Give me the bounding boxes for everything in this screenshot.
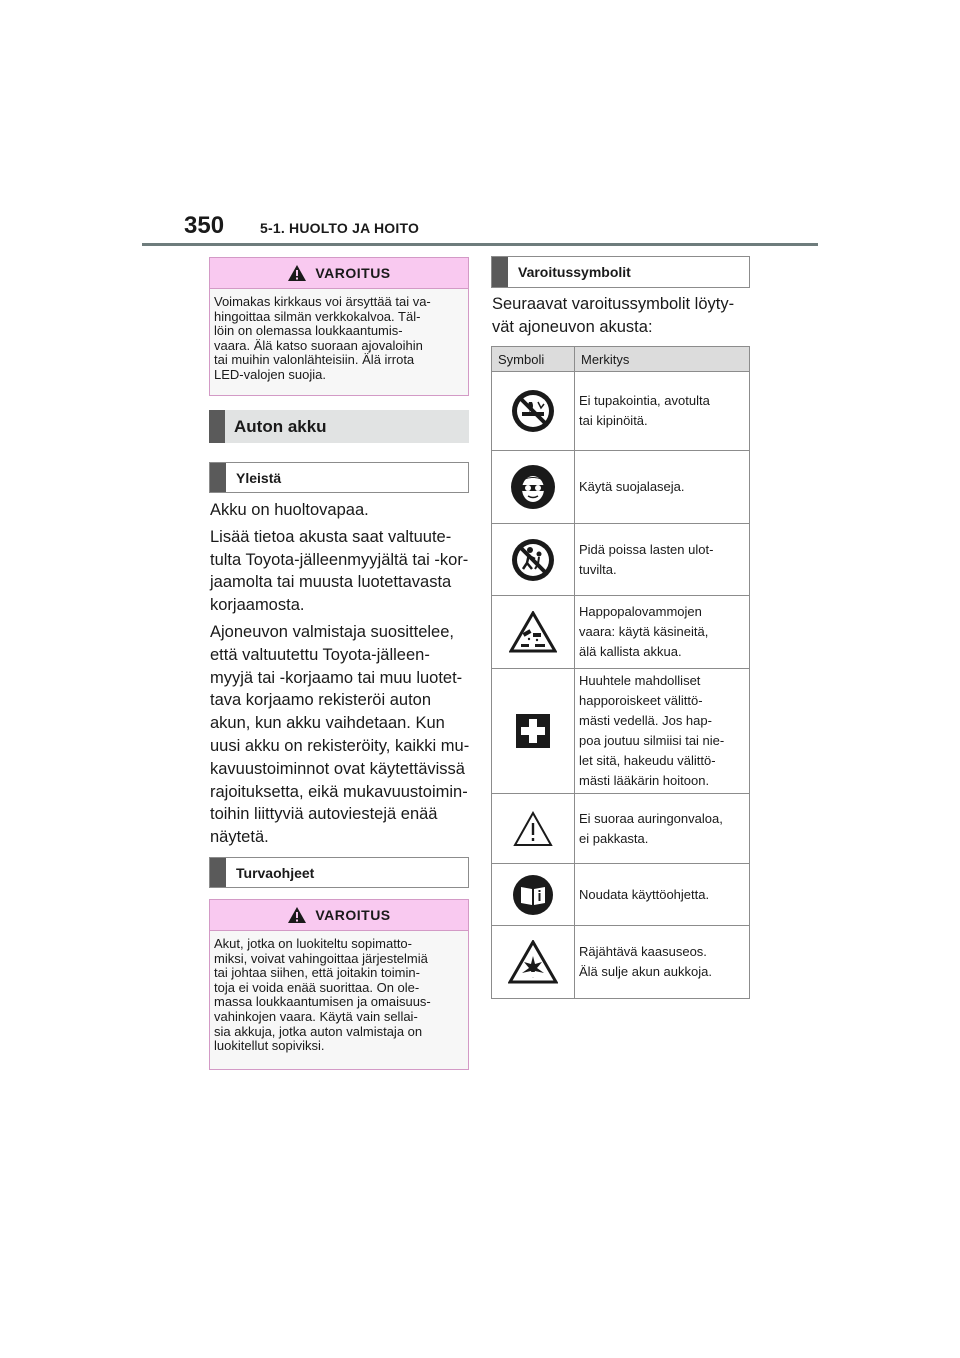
heading-marker	[209, 410, 225, 443]
text-line: näytetä.	[210, 828, 269, 847]
text-line: jaamolta tai muusta luotettavasta	[210, 573, 452, 592]
paragraph	[210, 499, 480, 522]
page-number: 350	[184, 212, 225, 239]
symbol-cell	[492, 451, 575, 524]
section-heading-text: Auton akku	[234, 416, 327, 436]
symbols-intro	[492, 293, 762, 339]
text-line: poa joutuu silmiisi tai nie-	[579, 733, 725, 748]
text-line: korjaamosta.	[210, 596, 305, 615]
meaning-cell	[575, 926, 750, 999]
header-rule	[142, 243, 818, 246]
symbol-cell	[492, 596, 575, 669]
first-aid-cross-icon	[516, 714, 550, 748]
text-line: tulta Toyota-jälleenmyyjältä tai -kor-	[210, 550, 469, 569]
text-line: vaara: käytä käsineitä,	[579, 624, 709, 639]
text-line: löin on olemassa loukkaantumis-	[214, 323, 403, 339]
meaning-cell	[575, 596, 750, 669]
text-line: kavuustoiminnot ovat käytettävissä	[210, 759, 465, 778]
symbol-cell	[492, 864, 575, 926]
symbol-cell	[492, 794, 575, 864]
text-line: tuvilta.	[579, 561, 617, 577]
warning-triangle-icon	[513, 811, 553, 847]
text-line: myyjä tai -korjaamo tai muu luotet-	[210, 668, 463, 687]
text-line: happoroiskeet välittö-	[579, 693, 703, 708]
warning-icon	[287, 264, 307, 282]
text-line: tai kipinöitä.	[579, 413, 648, 428]
text-line: Huuhtele mahdolliset	[579, 673, 701, 688]
warning-header	[210, 258, 468, 289]
no-smoking-flame-icon	[510, 388, 556, 434]
text-line: Ajoneuvon valmistaja suosittelee,	[210, 622, 454, 641]
text-line: ei pakkasta.	[579, 830, 649, 846]
table-row	[492, 926, 750, 999]
text-line: älä kallista akkua.	[579, 644, 682, 659]
text-line: tava korjaamo rekisteröi auton	[210, 691, 432, 710]
symbol-cell	[492, 926, 575, 999]
table-row	[492, 451, 750, 524]
warning-title: VAROITUS	[315, 907, 391, 923]
text-line: toihin liittyviä autoviestejä enää	[210, 805, 438, 824]
subheading-safety	[209, 857, 469, 888]
table-row	[492, 794, 750, 864]
warning-text	[210, 289, 468, 395]
text-line: Käytä suojalaseja.	[579, 479, 685, 494]
text-line: Voimakas kirkkaus voi ärsyttää tai va-	[214, 294, 431, 309]
warning-box-2	[209, 899, 469, 1070]
warning-header	[210, 900, 468, 931]
meaning-cell	[575, 524, 750, 596]
text-line: mästi vedellä. Jos hap-	[579, 713, 712, 728]
corrosive-acid-icon	[509, 611, 557, 653]
text-line: että valtuutettu Toyota-jälleen-	[210, 645, 430, 664]
table-header-row	[492, 347, 750, 372]
heading-marker	[210, 463, 226, 492]
meaning-cell	[575, 669, 750, 794]
text-line: miksi, voivat vahingoittaa järjestelmiä	[214, 950, 428, 966]
subheading-text: Turvaohjeet	[236, 864, 315, 881]
meaning-cell	[575, 372, 750, 451]
table-row	[492, 596, 750, 669]
text-line: Akut, jotka on luokiteltu sopimatto-	[214, 936, 412, 951]
column-header-meaning: Merkitys	[575, 347, 750, 372]
subheading-general	[209, 462, 469, 493]
text-line: Akku on huoltovapaa.	[210, 501, 369, 519]
explosive-gas-icon	[508, 940, 558, 984]
warning-box-1	[209, 257, 469, 396]
text-line: sia akkuja, jotka auton valmistaja on	[214, 1023, 423, 1039]
subheading-text: Yleistä	[236, 469, 282, 486]
table-row	[492, 524, 750, 596]
table-row	[492, 372, 750, 451]
meaning-cell	[575, 864, 750, 926]
symbol-cell	[492, 524, 575, 596]
meaning-cell	[575, 794, 750, 864]
table-row	[492, 669, 750, 794]
text-line: Älä sulje akun aukkoja.	[579, 964, 712, 979]
text-line: LED-valojen suojia.	[214, 366, 327, 382]
text-line: Lisää tietoa akusta saat valtuute-	[210, 527, 452, 546]
text-line: massa loukkaantumisen ja omaisuus-	[214, 994, 431, 1010]
battery-body-text	[210, 499, 480, 853]
symbol-cell	[492, 372, 575, 451]
text-line: tai muihin valonlähteisiin. Älä irrota	[214, 352, 415, 368]
text-line: let sitä, hakeudu välittö-	[579, 753, 716, 768]
heading-marker	[492, 257, 508, 287]
warning-icon	[287, 906, 307, 924]
heading-marker	[210, 858, 226, 887]
text-line: Happopalovammojen	[579, 604, 702, 619]
section-title: 5-1. HUOLTO JA HOITO	[260, 220, 420, 236]
text-line: uusi akku on rekisteröity, kaikki mu-	[210, 736, 470, 755]
text-line: vaara. Älä katso suoraan ajovaloihin	[214, 337, 423, 353]
text-line: akun, kun akku vaihdetaan. Kun	[210, 714, 445, 733]
symbol-cell	[492, 669, 575, 794]
text-line: Ei tupakointia, avotulta	[579, 393, 710, 408]
paragraph	[210, 526, 480, 617]
text-line: Pidä poissa lasten ulot-	[579, 541, 714, 557]
text-line: hingoittaa silmän verkkokalvoa. Täl-	[214, 308, 421, 324]
meaning-cell	[575, 451, 750, 524]
text-line: tai johtaa siihen, että joitakin toimin-	[214, 965, 420, 981]
safety-goggles-icon	[509, 463, 557, 511]
text-line: luokitellut sopiviksi.	[214, 1038, 325, 1054]
text-line: Seuraavat varoitussymbolit löyty-	[492, 295, 735, 313]
section-heading-battery	[209, 410, 469, 443]
subheading-warning-symbols	[491, 256, 750, 288]
paragraph	[210, 621, 480, 849]
text-line: vahinkojen vaara. Käytä vain sellai-	[214, 1008, 418, 1024]
text-line: mästi lääkärin hoitoon.	[579, 773, 710, 788]
text-line: Ei suoraa auringonvaloa,	[579, 810, 723, 826]
subheading-text: Varoitussymbolit	[518, 264, 631, 280]
text-line: Noudata käyttöohjetta.	[579, 886, 710, 902]
text-line: rajoituksetta, eikä mukavuustoimin-	[210, 782, 468, 801]
table-row	[492, 864, 750, 926]
text-line: toja ei voida enää suorittaa. On ole-	[214, 979, 420, 995]
warning-title: VAROITUS	[315, 265, 391, 281]
keep-away-children-icon	[510, 537, 556, 583]
text-line: vät ajoneuvon akusta:	[492, 317, 653, 336]
warning-text	[210, 931, 468, 1069]
read-manual-icon	[512, 874, 554, 916]
column-header-symbol: Symboli	[492, 347, 575, 372]
text-line: Räjähtävä kaasuseos.	[579, 944, 707, 959]
warning-symbols-table	[491, 346, 750, 999]
